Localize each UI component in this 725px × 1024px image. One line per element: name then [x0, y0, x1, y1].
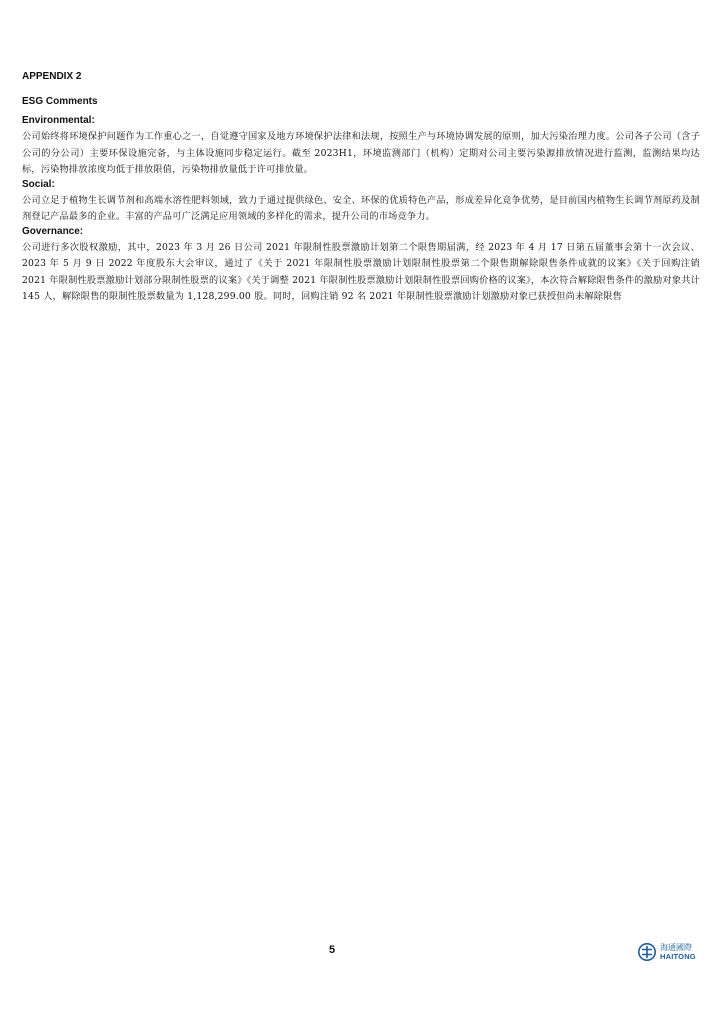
logo-chinese-text: 海通國際 — [660, 943, 692, 952]
environmental-section — [22, 115, 700, 179]
document-content — [22, 71, 700, 306]
page-number: 5 — [329, 944, 336, 956]
logo-english-text: HAITONG — [660, 952, 696, 961]
haitong-logo-icon — [638, 943, 656, 961]
governance-section — [22, 226, 700, 306]
governance-body: 公司进行多次股权激励，其中，2023 年 3 月 26 日公司 2021 年限制性股票激励计划第二个限售期届满，经 2023 年 4 月 17 日第五届董事会第十一次会议、2023 年 5 月 9 日 2022 年度股东大会审议，通过了《关于 2021 年限制性股票激励计划限制性股票第二个限售期解除限售条件成就的议案》《关于回购注销 2021 年限制性股票激励计划部分限制性股票的议案》《关于调整 2021 年限制性股票激励计划限制性股票回购价格的议案》，本次符合解除限售条件的激励对象共计 145 人，解除限售的限制性股票数量为 1,128,299.00 股。同时，回购注销 92 名 2021 年限制性股票激励计划激励对象已获授但尚未解除限售 — [22, 241, 700, 302]
haitong-logo — [638, 942, 704, 964]
environmental-body: 公司始终将环境保护问题作为工作重心之一，自觉遵守国家及地方环境保护法律和法规，按照生产与环境协调发展的原则，加大污染治理力度。公司各子公司（含子公司的分公司）主要环保设施完备，与主体设施同步稳定运行。截至 2023H1，环境监测部门（机构）定期对公司主要污染源排放情况进行监测，监测结果均达标，污染物排放浓度均低于排放限值，污染物排放量低于许可排放量。 — [22, 131, 700, 175]
social-heading: Social: — [22, 178, 55, 190]
social-body: 公司立足于植物生长调节剂和高端水溶性肥料领域，致力于通过提供绿色、安全、环保的优质特色产品，形成差异化竞争优势，是目前国内植物生长调节剂原药及制剂登记产品最多的企业。丰富的产品可广泛满足应用领域的多样化的需求，提升公司的市场竞争力。 — [22, 194, 700, 222]
governance-heading: Governance: — [22, 225, 84, 237]
environmental-heading: Environmental: — [22, 115, 95, 126]
social-section — [22, 179, 700, 226]
document-title: ESG Comments — [22, 96, 98, 107]
appendix-label: APPENDIX 2 — [22, 71, 82, 82]
